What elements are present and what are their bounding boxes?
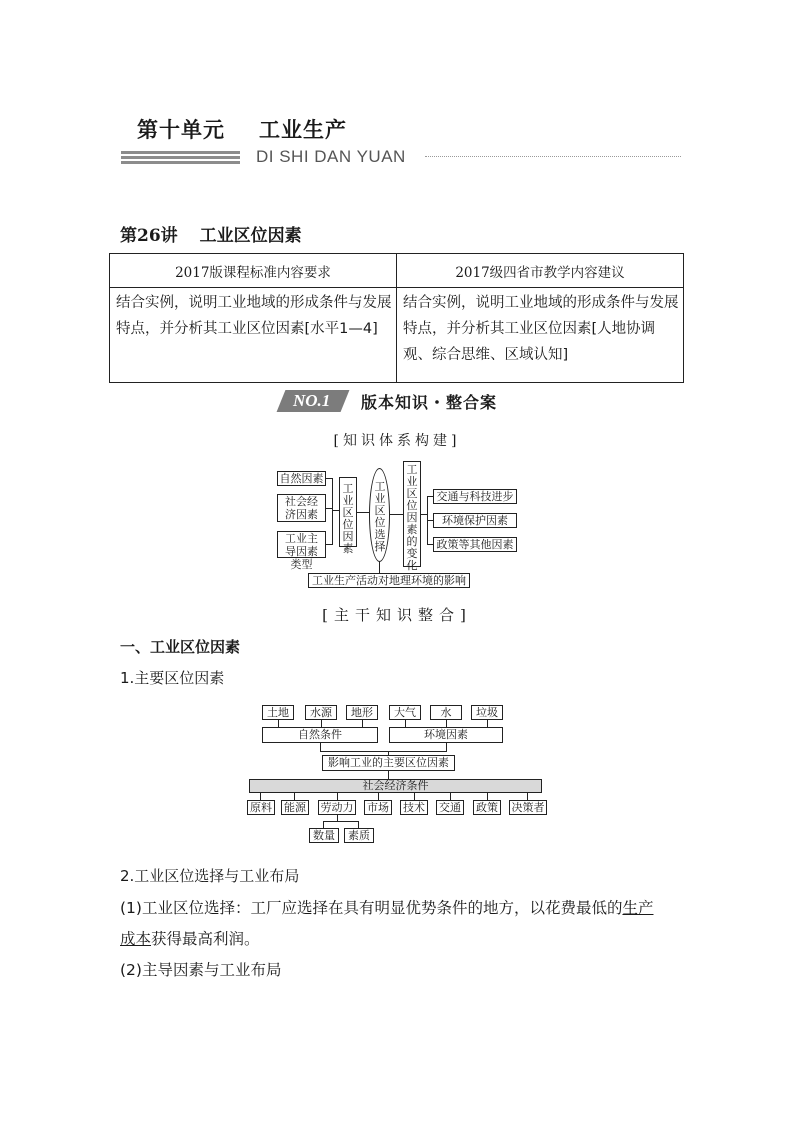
box-policy: 政策 bbox=[473, 800, 501, 815]
table-header: 2017级四省市教学内容建议 bbox=[397, 254, 684, 288]
table-header: 2017版课程标准内容要求 bbox=[110, 254, 397, 288]
box-environmental-impact: 工业生产活动对地理环境的影响 bbox=[308, 573, 470, 588]
box-terrain: 地形 bbox=[346, 705, 378, 720]
box-main-location-factors: 影响工业的主要区位因素 bbox=[322, 755, 455, 771]
box-technology: 技术 bbox=[400, 800, 428, 815]
box-policy-other: 政策等其他因素 bbox=[433, 537, 517, 552]
box-transport: 交通 bbox=[436, 800, 464, 815]
box-raw-materials: 原料 bbox=[247, 800, 275, 815]
box-atmosphere: 大气 bbox=[389, 705, 421, 720]
box-water: 水 bbox=[430, 705, 462, 720]
paragraph-location-choice-cont: 成本获得最高利润。 bbox=[120, 930, 260, 948]
box-industrial-location-factors: 工业区位因素 bbox=[339, 477, 357, 547]
ellipse-location-choice: 工业区位选择 bbox=[369, 468, 390, 562]
unit-title: 第十单元 工业生产 bbox=[137, 117, 347, 142]
paragraph-location-choice: (1)工业区位选择：工厂应选择在具有明显优势条件的地方，以花费最低的生产 bbox=[120, 899, 654, 917]
box-factor-changes: 工业区位因素的变化 bbox=[403, 461, 421, 567]
lecture-title: 第26讲 工业区位因素 bbox=[120, 226, 302, 246]
banner-number: NO.1 bbox=[293, 391, 331, 410]
box-labor: 劳动力 bbox=[318, 800, 356, 815]
subsection-heading: 2.工业区位选择与工业布局 bbox=[120, 867, 300, 885]
banner-title: 版本知识・整合案 bbox=[361, 393, 498, 412]
box-garbage: 垃圾 bbox=[471, 705, 503, 720]
box-quality: 素质 bbox=[344, 828, 374, 843]
box-natural-conditions: 自然条件 bbox=[262, 727, 378, 743]
box-decision-maker: 决策者 bbox=[509, 800, 547, 815]
subsection-heading: 1.主要区位因素 bbox=[120, 669, 225, 687]
box-environmental-factors: 环境因素 bbox=[389, 727, 503, 743]
trunk-integration-heading: [主干知识整合] bbox=[322, 606, 472, 624]
table-cell: 结合实例，说明工业地域的形成条件与发展特点，并分析其工业区位因素[水平1—4] bbox=[110, 288, 397, 383]
box-transport-tech: 交通与科技进步 bbox=[433, 489, 517, 504]
box-energy: 能源 bbox=[281, 800, 309, 815]
table-cell: 结合实例，说明工业地域的形成条件与发展特点，并分析其工业区位因素[人地协调观、综合思维、区域认知] bbox=[397, 288, 684, 383]
box-market: 市场 bbox=[364, 800, 392, 815]
paragraph-dominant-factor: (2)主导因素与工业布局 bbox=[120, 961, 282, 979]
box-land: 土地 bbox=[262, 705, 294, 720]
box-water-source: 水源 bbox=[305, 705, 337, 720]
box-quantity: 数量 bbox=[309, 828, 339, 843]
unit-pinyin: DI SHI DAN YUAN bbox=[256, 147, 406, 166]
section-heading: 一、工业区位因素 bbox=[120, 638, 241, 656]
box-socioeconomic-conditions: 社会经济条件 bbox=[249, 779, 542, 793]
box-environment-protection: 环境保护因素 bbox=[433, 513, 517, 528]
box-socioeconomic-factors: 社会经济因素 bbox=[277, 494, 326, 522]
box-dominant-factor-types: 工业主导因素类型 bbox=[277, 531, 326, 558]
knowledge-build-heading: [知识体系构建] bbox=[333, 433, 461, 449]
box-natural-factors: 自然因素 bbox=[277, 471, 326, 486]
